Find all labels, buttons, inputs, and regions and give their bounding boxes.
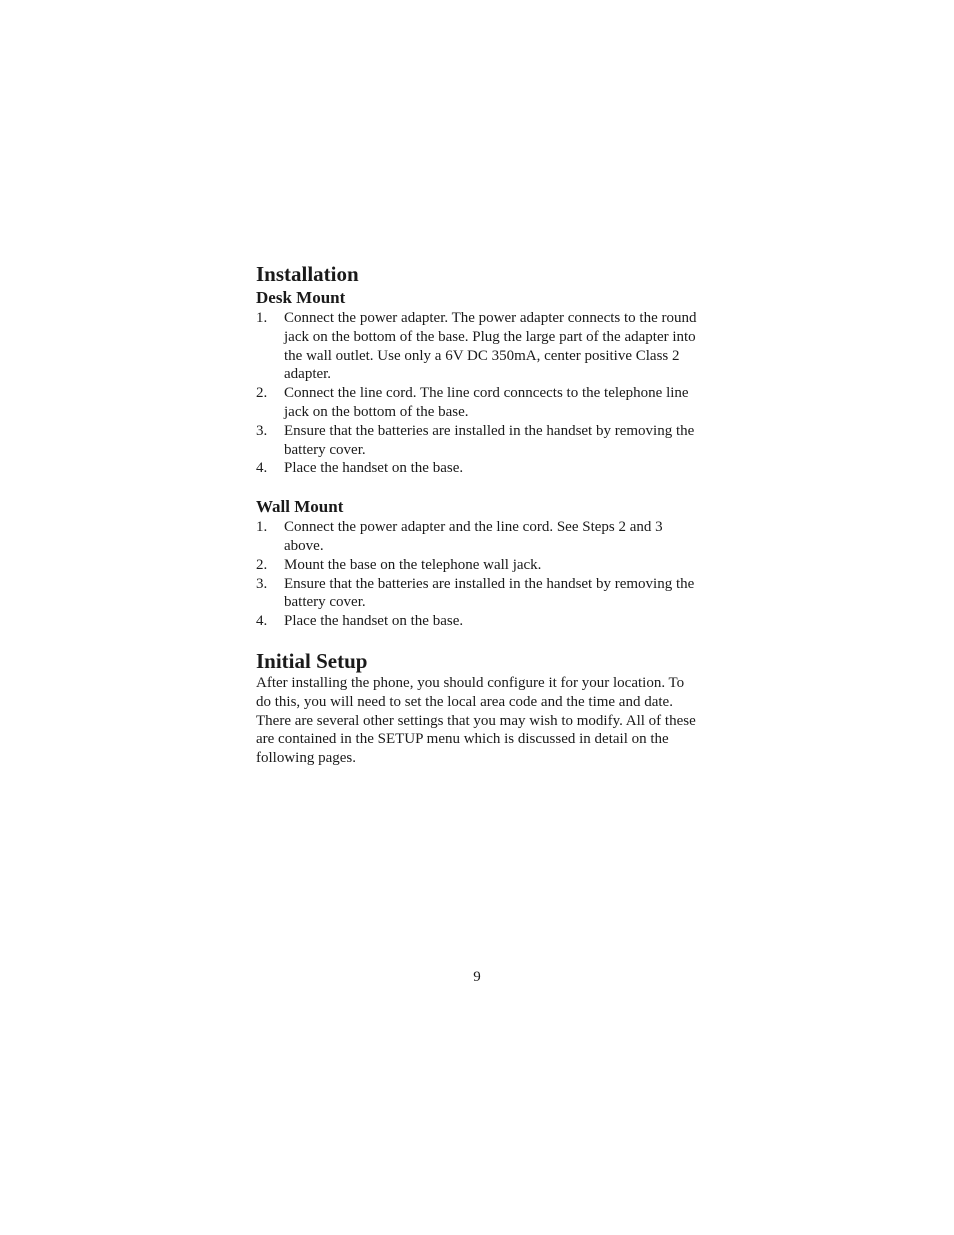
step-number: 1. bbox=[256, 519, 268, 536]
step-number: 3. bbox=[256, 422, 268, 439]
step-text: Connect the line cord. The line cord conncects to the telephone line jack on the bottom of the base. bbox=[284, 385, 689, 420]
wall-mount-steps bbox=[256, 518, 702, 631]
step-number: 1. bbox=[256, 310, 268, 326]
page-number: 9 bbox=[473, 969, 481, 985]
list-item bbox=[256, 459, 702, 478]
installation-title: Installation bbox=[256, 262, 359, 286]
initial-setup-title: Initial Setup bbox=[256, 648, 368, 673]
wall-mount-heading: Wall Mount bbox=[256, 497, 344, 517]
list-item bbox=[256, 612, 702, 631]
list-item bbox=[256, 384, 702, 422]
step-text: Connect the power adapter and the line cord. See Steps 2 and 3 above. bbox=[284, 519, 663, 554]
desk-mount-steps bbox=[256, 309, 702, 478]
list-item bbox=[256, 556, 702, 575]
step-text: Mount the base on the telephone wall jack. bbox=[284, 556, 542, 573]
list-item bbox=[256, 518, 702, 556]
step-text: Ensure that the batteries are installed in the handset by removing the battery cover. bbox=[284, 575, 695, 611]
list-item bbox=[256, 575, 702, 613]
step-text: Place the handset on the base. bbox=[284, 613, 464, 630]
step-number: 2. bbox=[256, 556, 268, 573]
step-number: 4. bbox=[256, 613, 268, 630]
step-number: 4. bbox=[256, 460, 268, 477]
step-text: Place the handset on the base. bbox=[284, 460, 464, 477]
step-number: 2. bbox=[256, 385, 268, 402]
step-text: Ensure that the batteries are installed in the handset by removing the battery cover. bbox=[284, 422, 695, 458]
list-item bbox=[256, 309, 702, 384]
initial-setup-body: After installing the phone, you should configure it for your location. To do this, you will need to set the local area code and the time and date. There are several other settings that you may wish to modify. All of these are contained in the SETUP menu which is discussed in detail on the following pages. bbox=[256, 674, 696, 767]
desk-mount-heading: Desk Mount bbox=[256, 288, 346, 307]
step-text: Connect the power adapter. The power adapter connects to the round jack on the bottom of the base. Plug the large part of the adapter into the wall outlet. Use only a 6V DC 350mA, center positive Class 2 adapter. bbox=[284, 310, 697, 383]
step-number: 3. bbox=[256, 575, 268, 592]
page-content bbox=[256, 261, 702, 768]
list-item bbox=[256, 422, 702, 460]
